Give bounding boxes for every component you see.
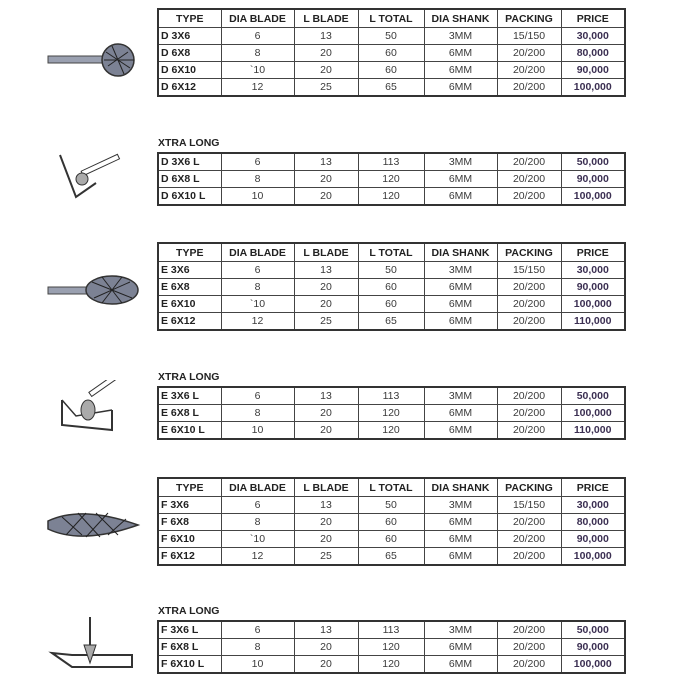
packing-cell: 20/200 (497, 514, 561, 531)
dia-shank-cell: 3MM (424, 28, 497, 45)
column-header: PRICE (561, 478, 625, 497)
type-cell: D 6X10 L (158, 188, 221, 206)
l-total-cell: 60 (358, 514, 424, 531)
packing-cell: 20/200 (497, 171, 561, 188)
l-blade-cell: 25 (294, 548, 358, 566)
column-header: L TOTAL (358, 243, 424, 262)
dia-blade-cell: 8 (221, 45, 294, 62)
price-cell: 90,000 (561, 279, 625, 296)
table-row (158, 45, 625, 62)
type-cell: E 3X6 L (158, 387, 221, 405)
dia-blade-cell: 6 (221, 621, 294, 639)
type-cell: F 6X8 (158, 514, 221, 531)
packing-cell: 20/200 (497, 62, 561, 79)
column-header: TYPE (158, 9, 221, 28)
e-xtra_long-table (157, 386, 626, 440)
tree-burr-diagram (42, 615, 142, 675)
type-cell: D 6X12 (158, 79, 221, 97)
d-standard-table (157, 8, 626, 97)
dia-shank-cell: 3MM (424, 153, 497, 171)
price-cell: 100,000 (561, 79, 625, 97)
table-row (158, 28, 625, 45)
dia-shank-cell: 3MM (424, 262, 497, 279)
xtra-long-label: XTRA LONG (158, 371, 220, 383)
price-cell: 90,000 (561, 62, 625, 79)
price-cell: 100,000 (561, 296, 625, 313)
type-cell: D 3X6 L (158, 153, 221, 171)
l-total-cell: 60 (358, 279, 424, 296)
type-cell: E 6X12 (158, 313, 221, 331)
type-cell: F 3X6 (158, 497, 221, 514)
column-header: DIA BLADE (221, 243, 294, 262)
table-row (158, 296, 625, 313)
l-blade-cell: 25 (294, 79, 358, 97)
type-cell: E 6X8 (158, 279, 221, 296)
l-total-cell: 120 (358, 188, 424, 206)
dia-blade-cell: 8 (221, 639, 294, 656)
column-header: DIA SHANK (424, 478, 497, 497)
price-cell: 110,000 (561, 422, 625, 440)
dia-blade-cell: `10 (221, 531, 294, 548)
l-blade-cell: 20 (294, 188, 358, 206)
price-cell: 110,000 (561, 313, 625, 331)
table-row (158, 79, 625, 97)
l-total-cell: 65 (358, 548, 424, 566)
l-blade-cell: 20 (294, 62, 358, 79)
dia-shank-cell: 3MM (424, 621, 497, 639)
packing-cell: 15/150 (497, 262, 561, 279)
l-total-cell: 50 (358, 262, 424, 279)
dia-blade-cell: 8 (221, 405, 294, 422)
price-cell: 30,000 (561, 28, 625, 45)
dia-blade-cell: 12 (221, 548, 294, 566)
column-header: L BLADE (294, 9, 358, 28)
price-cell: 100,000 (561, 656, 625, 674)
type-cell: D 6X8 (158, 45, 221, 62)
packing-cell: 20/200 (497, 188, 561, 206)
packing-cell: 20/200 (497, 296, 561, 313)
xtra-long-label: XTRA LONG (158, 605, 220, 617)
price-cell: 30,000 (561, 497, 625, 514)
type-cell: E 6X8 L (158, 405, 221, 422)
column-header: PACKING (497, 243, 561, 262)
l-blade-cell: 20 (294, 514, 358, 531)
packing-cell: 20/200 (497, 531, 561, 548)
type-cell: E 6X10 (158, 296, 221, 313)
dia-shank-cell: 3MM (424, 497, 497, 514)
price-cell: 50,000 (561, 153, 625, 171)
tree-burr-image (42, 495, 142, 555)
table-row (158, 497, 625, 514)
price-cell: 50,000 (561, 621, 625, 639)
price-cell: 90,000 (561, 171, 625, 188)
l-blade-cell: 25 (294, 313, 358, 331)
price-cell: 50,000 (561, 387, 625, 405)
dia-shank-cell: 6MM (424, 639, 497, 656)
price-cell: 80,000 (561, 45, 625, 62)
dia-shank-cell: 6MM (424, 62, 497, 79)
l-total-cell: 113 (358, 153, 424, 171)
table-row (158, 422, 625, 440)
l-total-cell: 113 (358, 621, 424, 639)
l-blade-cell: 20 (294, 422, 358, 440)
packing-cell: 20/200 (497, 313, 561, 331)
l-blade-cell: 13 (294, 497, 358, 514)
table-row (158, 279, 625, 296)
type-cell: F 6X8 L (158, 639, 221, 656)
dia-blade-cell: 8 (221, 279, 294, 296)
l-total-cell: 50 (358, 497, 424, 514)
packing-cell: 20/200 (497, 79, 561, 97)
column-header: PACKING (497, 9, 561, 28)
packing-cell: 20/200 (497, 639, 561, 656)
l-total-cell: 60 (358, 45, 424, 62)
oval-burr-diagram (42, 380, 142, 440)
column-header: L TOTAL (358, 478, 424, 497)
table-row (158, 313, 625, 331)
l-blade-cell: 20 (294, 656, 358, 674)
price-cell: 30,000 (561, 262, 625, 279)
column-header: TYPE (158, 243, 221, 262)
packing-cell: 20/200 (497, 422, 561, 440)
l-total-cell: 65 (358, 313, 424, 331)
header-row (158, 9, 625, 28)
packing-cell: 20/200 (497, 153, 561, 171)
dia-blade-cell: 10 (221, 656, 294, 674)
dia-shank-cell: 6MM (424, 405, 497, 422)
price-cell: 90,000 (561, 639, 625, 656)
l-total-cell: 120 (358, 405, 424, 422)
column-header: L BLADE (294, 243, 358, 262)
column-header: L BLADE (294, 478, 358, 497)
column-header: PACKING (497, 478, 561, 497)
l-total-cell: 120 (358, 656, 424, 674)
table-row (158, 62, 625, 79)
table-row (158, 548, 625, 566)
ball-burr-diagram (42, 145, 142, 205)
l-blade-cell: 20 (294, 531, 358, 548)
l-blade-cell: 20 (294, 171, 358, 188)
dia-blade-cell: `10 (221, 62, 294, 79)
packing-cell: 20/200 (497, 548, 561, 566)
dia-shank-cell: 6MM (424, 45, 497, 62)
l-blade-cell: 13 (294, 28, 358, 45)
xtra-long-label: XTRA LONG (158, 137, 220, 149)
header-row (158, 478, 625, 497)
l-total-cell: 65 (358, 79, 424, 97)
dia-blade-cell: 8 (221, 171, 294, 188)
dia-blade-cell: 6 (221, 28, 294, 45)
dia-shank-cell: 3MM (424, 387, 497, 405)
l-total-cell: 120 (358, 639, 424, 656)
d-xtra_long-table (157, 152, 626, 206)
packing-cell: 15/150 (497, 497, 561, 514)
dia-blade-cell: 6 (221, 153, 294, 171)
dia-shank-cell: 6MM (424, 79, 497, 97)
column-header: DIA SHANK (424, 243, 497, 262)
type-cell: F 6X12 (158, 548, 221, 566)
l-blade-cell: 13 (294, 262, 358, 279)
column-header: L TOTAL (358, 9, 424, 28)
table-row (158, 262, 625, 279)
packing-cell: 20/200 (497, 621, 561, 639)
dia-shank-cell: 6MM (424, 188, 497, 206)
dia-shank-cell: 6MM (424, 279, 497, 296)
l-blade-cell: 20 (294, 45, 358, 62)
type-cell: F 6X10 L (158, 656, 221, 674)
table-row (158, 621, 625, 639)
column-header: PRICE (561, 243, 625, 262)
header-row (158, 243, 625, 262)
price-cell: 80,000 (561, 514, 625, 531)
dia-shank-cell: 6MM (424, 296, 497, 313)
dia-blade-cell: 6 (221, 497, 294, 514)
dia-blade-cell: 10 (221, 188, 294, 206)
l-blade-cell: 13 (294, 621, 358, 639)
price-cell: 100,000 (561, 548, 625, 566)
l-total-cell: 120 (358, 422, 424, 440)
column-header: DIA BLADE (221, 478, 294, 497)
dia-shank-cell: 6MM (424, 548, 497, 566)
column-header: DIA BLADE (221, 9, 294, 28)
type-cell: D 3X6 (158, 28, 221, 45)
column-header: DIA SHANK (424, 9, 497, 28)
dia-shank-cell: 6MM (424, 656, 497, 674)
f-xtra_long-table (157, 620, 626, 674)
l-blade-cell: 20 (294, 296, 358, 313)
packing-cell: 20/200 (497, 45, 561, 62)
dia-shank-cell: 6MM (424, 422, 497, 440)
l-total-cell: 50 (358, 28, 424, 45)
packing-cell: 20/200 (497, 387, 561, 405)
e-standard-table (157, 242, 626, 331)
type-cell: D 6X8 L (158, 171, 221, 188)
packing-cell: 20/200 (497, 279, 561, 296)
table-row (158, 656, 625, 674)
ball-burr-image (42, 30, 142, 90)
l-blade-cell: 20 (294, 639, 358, 656)
table-row (158, 387, 625, 405)
dia-shank-cell: 6MM (424, 171, 497, 188)
price-cell: 100,000 (561, 405, 625, 422)
table-row (158, 639, 625, 656)
l-total-cell: 120 (358, 171, 424, 188)
price-cell: 100,000 (561, 188, 625, 206)
oval-burr-image (42, 260, 142, 320)
type-cell: F 3X6 L (158, 621, 221, 639)
type-cell: E 3X6 (158, 262, 221, 279)
l-total-cell: 60 (358, 531, 424, 548)
dia-blade-cell: 6 (221, 387, 294, 405)
column-header: PRICE (561, 9, 625, 28)
table-row (158, 405, 625, 422)
table-row (158, 531, 625, 548)
packing-cell: 15/150 (497, 28, 561, 45)
dia-blade-cell: 12 (221, 79, 294, 97)
dia-blade-cell: 6 (221, 262, 294, 279)
dia-blade-cell: 12 (221, 313, 294, 331)
packing-cell: 20/200 (497, 405, 561, 422)
f-standard-table (157, 477, 626, 566)
l-total-cell: 60 (358, 296, 424, 313)
l-blade-cell: 20 (294, 279, 358, 296)
dia-shank-cell: 6MM (424, 531, 497, 548)
dia-blade-cell: 8 (221, 514, 294, 531)
dia-blade-cell: 10 (221, 422, 294, 440)
packing-cell: 20/200 (497, 656, 561, 674)
table-row (158, 153, 625, 171)
l-blade-cell: 20 (294, 405, 358, 422)
type-cell: F 6X10 (158, 531, 221, 548)
dia-shank-cell: 6MM (424, 313, 497, 331)
table-row (158, 188, 625, 206)
price-cell: 90,000 (561, 531, 625, 548)
table-row (158, 171, 625, 188)
dia-shank-cell: 6MM (424, 514, 497, 531)
table-row (158, 514, 625, 531)
type-cell: D 6X10 (158, 62, 221, 79)
l-total-cell: 60 (358, 62, 424, 79)
dia-blade-cell: `10 (221, 296, 294, 313)
l-total-cell: 113 (358, 387, 424, 405)
l-blade-cell: 13 (294, 387, 358, 405)
l-blade-cell: 13 (294, 153, 358, 171)
column-header: TYPE (158, 478, 221, 497)
type-cell: E 6X10 L (158, 422, 221, 440)
